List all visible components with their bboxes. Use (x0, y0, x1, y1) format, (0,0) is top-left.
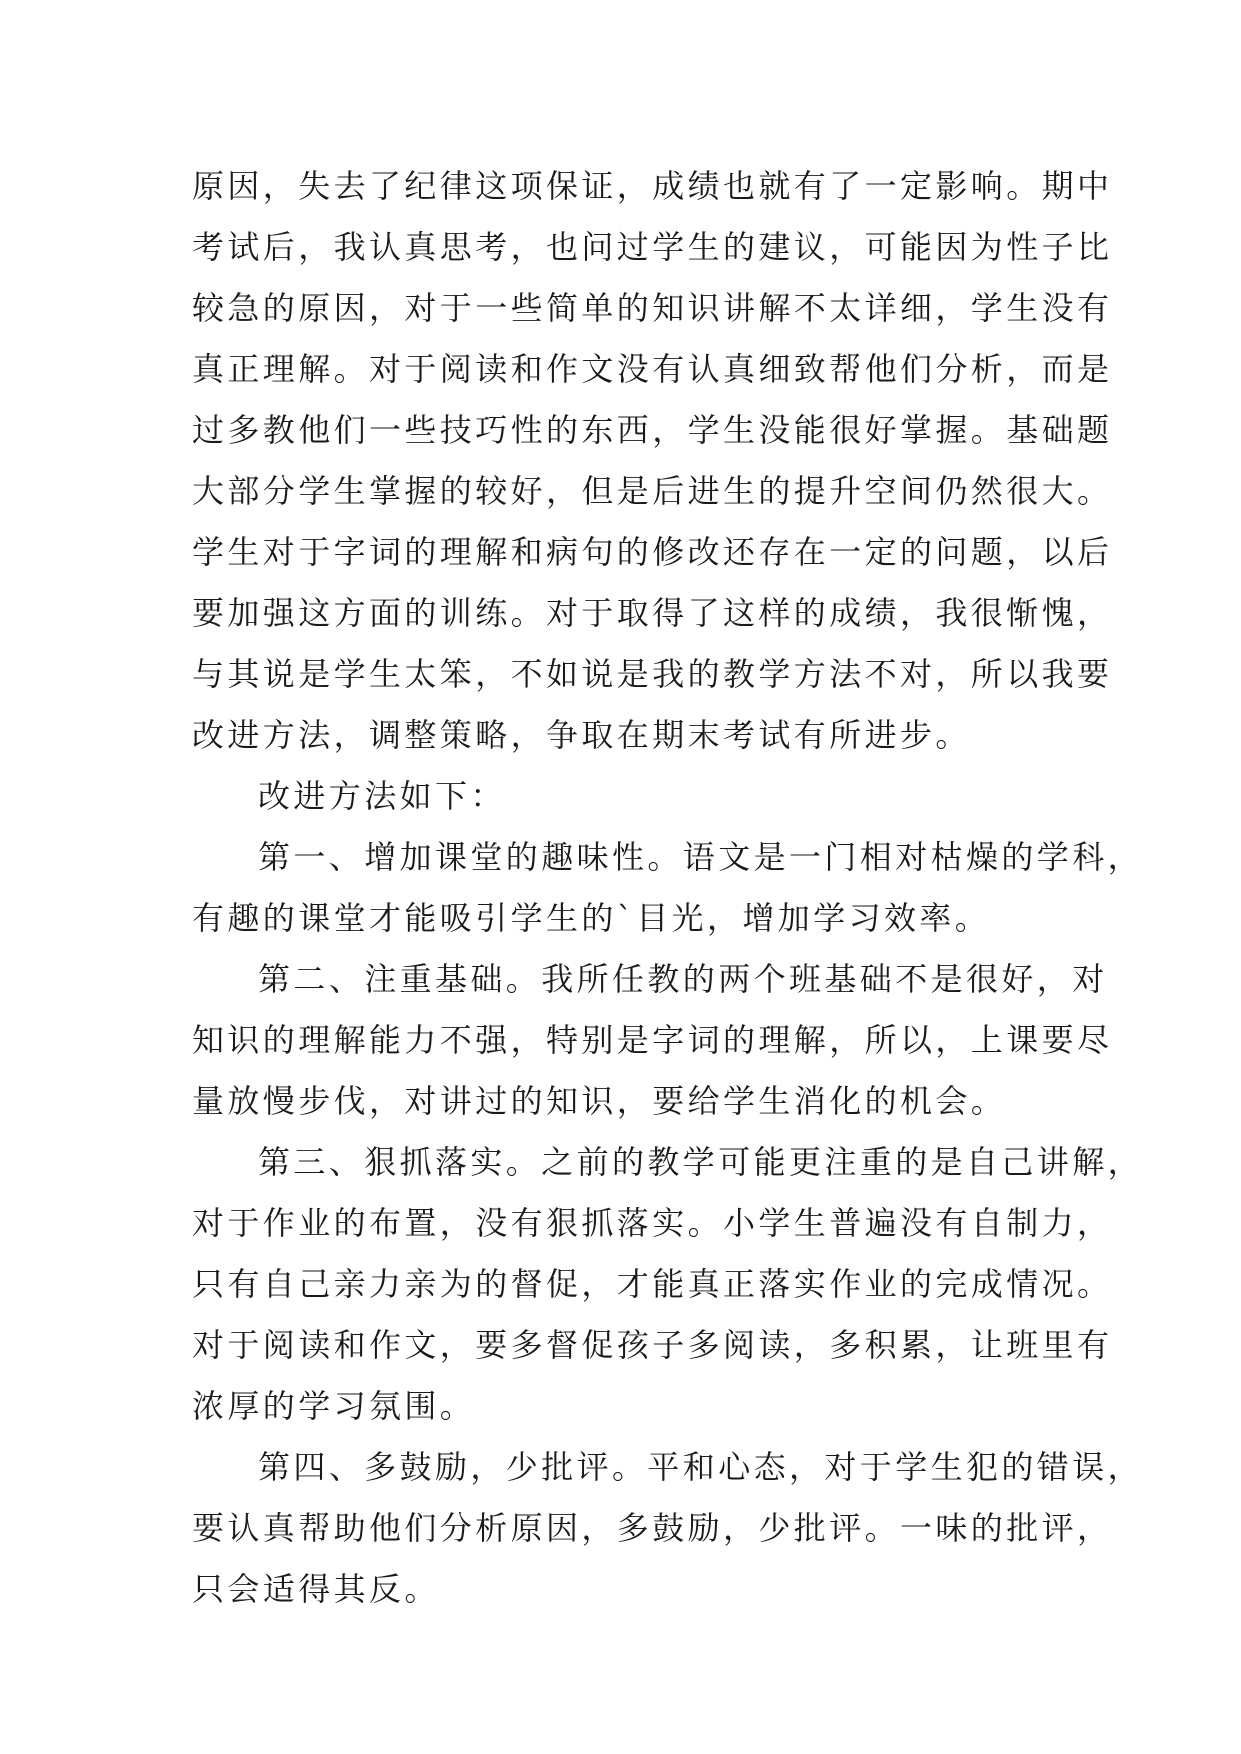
paragraph-point-two (192, 949, 1113, 1132)
text-line: 第四、多鼓励，少批评。平和心态，对于学生犯的错误， (258, 1448, 1144, 1486)
text-line: 只会适得其反。 (192, 1570, 440, 1608)
paragraph-point-three (192, 1132, 1144, 1437)
text-line: 改进方法，调整策略，争取在期末考试有所进步。 (192, 716, 971, 754)
text-line: 要加强这方面的训练。对于取得了这样的成绩，我很惭愧， (192, 594, 1113, 632)
text-line: 与其说是学生太笨，不如说是我的教学方法不对，所以我要 (192, 655, 1113, 693)
text-line: 知识的理解能力不强，特别是字词的理解，所以，上课要尽 (192, 1021, 1113, 1059)
text-line: 真正理解。对于阅读和作文没有认真细致帮他们分析，而是 (192, 350, 1113, 388)
text-line: 学生对于字词的理解和病句的修改还存在一定的问题，以后 (192, 533, 1113, 571)
text-line: 只有自己亲力亲为的督促，才能真正落实作业的完成情况。 (192, 1265, 1113, 1303)
text-line: 有趣的课堂才能吸引学生的`目光，增加学习效率。 (192, 899, 991, 937)
text-line: 考试后，我认真思考，也问过学生的建议，可能因为性子比 (192, 228, 1113, 266)
text-line: 对于作业的布置，没有狠抓落实。小学生普遍没有自制力， (192, 1204, 1113, 1242)
text-line: 第一、增加课堂的趣味性。语文是一门相对枯燥的学科， (258, 838, 1144, 876)
paragraph-improvement-intro (192, 766, 1062, 827)
text-line: 对于阅读和作文，要多督促孩子多阅读，多积累，让班里有 (192, 1326, 1113, 1364)
text-line: 过多教他们一些技巧性的东西，学生没能很好掌握。基础题 (192, 411, 1113, 449)
text-line: 大部分学生掌握的较好，但是后进生的提升空间仍然很大。 (192, 472, 1113, 510)
document-body (192, 156, 1144, 1620)
text-line: 浓厚的学习氛围。 (192, 1387, 476, 1425)
text-line: 较急的原因，对于一些简单的知识讲解不太详细，学生没有 (192, 289, 1113, 327)
text-line: 改进方法如下： (258, 777, 506, 815)
paragraph-continuation (192, 156, 1113, 766)
text-line: 原因，失去了纪律这项保证，成绩也就有了一定影响。期中 (192, 167, 1113, 205)
paragraph-point-one (192, 827, 1144, 949)
text-line: 第二、注重基础。我所任教的两个班基础不是很好，对 (258, 960, 1108, 998)
paragraph-point-four (192, 1437, 1144, 1620)
text-line: 量放慢步伐，对讲过的知识，要给学生消化的机会。 (192, 1082, 1007, 1120)
text-line: 要认真帮助他们分析原因，多鼓励，少批评。一味的批评， (192, 1509, 1113, 1547)
text-line: 第三、狠抓落实。之前的教学可能更注重的是自己讲解， (258, 1143, 1144, 1181)
